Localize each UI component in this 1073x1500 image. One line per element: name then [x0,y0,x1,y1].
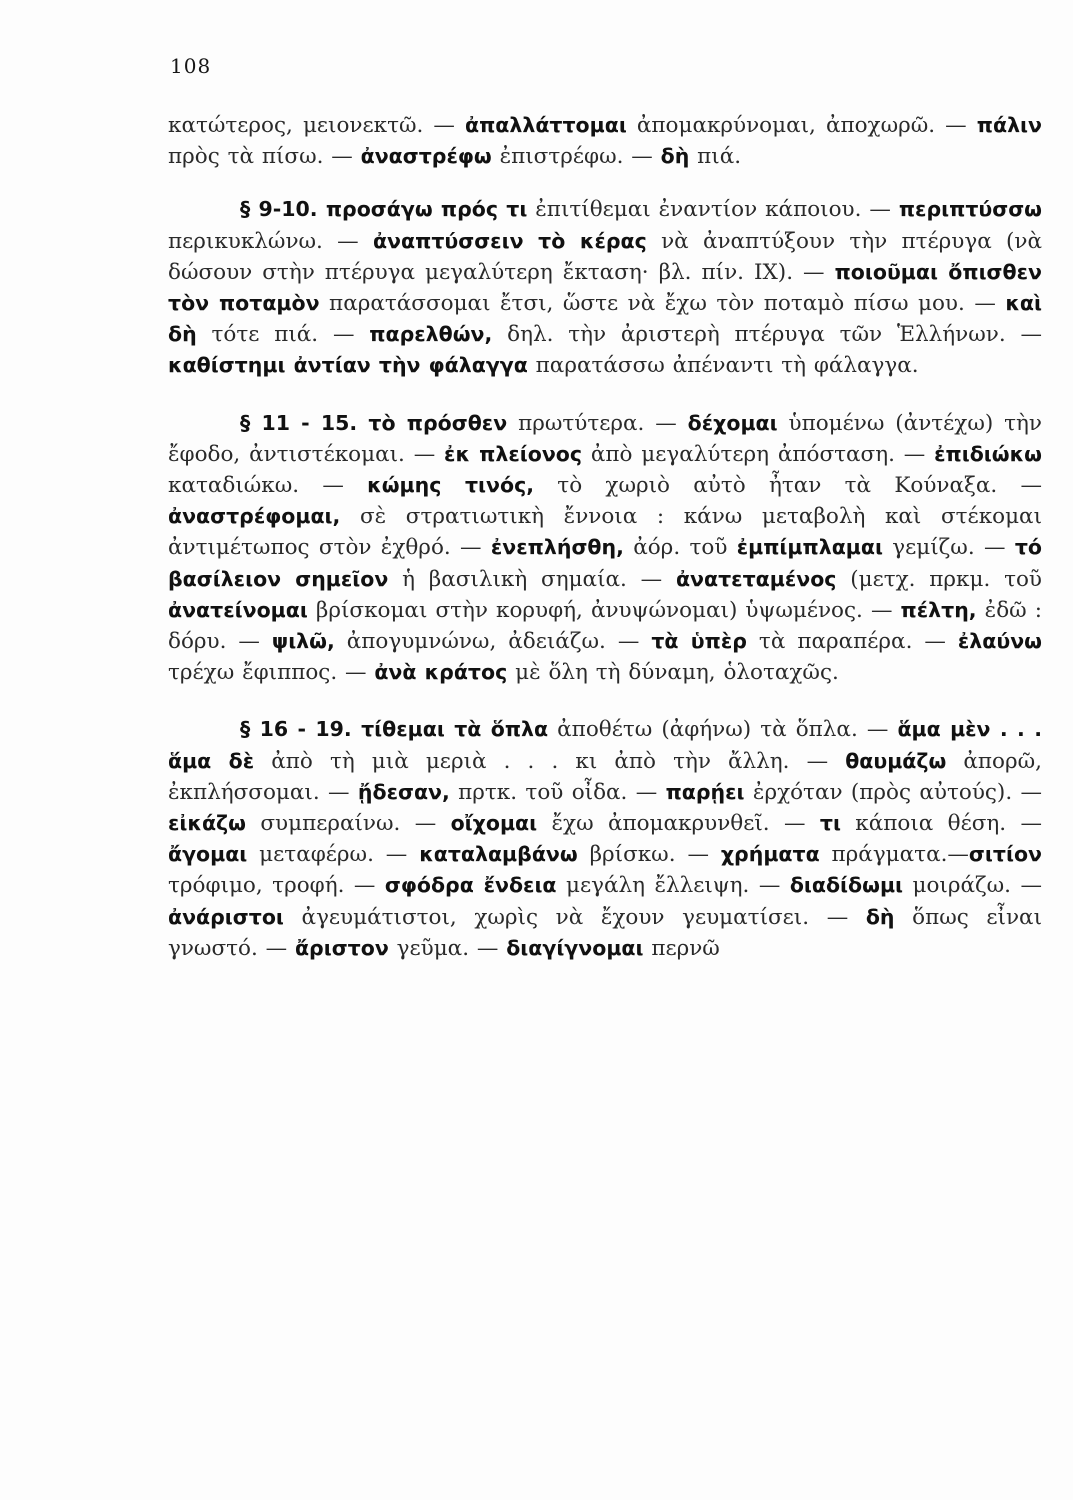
gloss-text: μὲ ὅλη τὴ δύναμη, ὁλοταχῶς. [507,660,839,686]
page-number: 108 [170,54,212,78]
section-headword: § 16 - 19. τίθεμαι τὰ ὅπλα [240,717,549,742]
gloss-text: ἐδῶ : δόρυ. — [168,597,1042,655]
headword: ἄριστον [294,935,389,960]
gloss-text: ἐρχόταν (πρὸς αὐτούς). — [744,779,1043,805]
gloss-text: ἀπὸ μεγαλύτερη ἀπόσταση. — [582,441,935,467]
gloss-text: κάποια θέση. — [840,811,1042,837]
gloss-text: καταδιώκω. — [168,473,368,499]
glossary-text [168,110,1042,964]
gloss-text: μοιράζω. — [903,873,1042,899]
headword: σιτίον [968,842,1042,867]
gloss-text: βρίσκομαι στὴν κορυφή, ἀνυψώνομαι) ὑψωμένος. — [307,597,901,623]
glossary-paragraph-1 [168,110,1042,172]
gloss-text: πρτκ. τοῦ οἶδα. — [449,779,666,805]
headword: πάλιν [976,113,1042,137]
headword: διαγίγνομαι [506,935,644,960]
headword: καταλαμβάνω [419,842,578,867]
headword: ἄγομαι [168,842,248,867]
gloss-text: πιά. [689,144,742,170]
gloss-text: τρέχω ἔφιππος. — [168,660,375,686]
headword: διαδίδωμι [789,873,904,898]
headword: κώμης τινός, [367,473,535,498]
gloss-text: ἀγευμάτιστοι, χωρὶς νὰ ἔχουν γευματίσει. — [283,904,866,930]
headword: εἰκάζω [168,811,246,836]
gloss-text: γεῦμα. — [388,935,507,961]
gloss-text: ἀπορῶ, ἐκπλήσσομαι. — [168,748,1042,805]
gloss-text: σὲ στρατιωτικὴ ἔννοια : κάνω μεταβολὴ καὶ στέκομαι ἀντιμέτωπος στὸν ἐχθρό. — [168,504,1042,561]
headword: τι [819,811,841,836]
glossary-paragraph-9-10 [168,194,1042,381]
headword: ἀνατείνομαι [168,597,308,622]
headword: οἴχομαι [450,811,538,836]
gloss-text: ἀπογυμνώνω, ἀδειάζω. — [334,629,652,655]
headword: ἐλαύνω [957,629,1042,654]
gloss-text: ἔχω ἀπομακρυνθεῖ. — [537,811,820,837]
gloss-text: ἐπιστρέφω. — [491,144,661,170]
gloss-text: ἀπὸ τὴ μιὰ μεριὰ . . . κι ἀπὸ τὴν ἄλλη. — [254,748,846,774]
headword: καθίστημι ἀντίαν τὴν φάλαγγα [168,353,528,378]
gloss-text: παρατάσσομαι ἔτσι, ὥστε νὰ ἔχω τὸν ποταμὸ πίσω μου. — [319,291,1006,317]
gloss-text: ἐπιτίθεμαι ἐναντίον κάποιου. — [527,197,899,223]
gloss-text: ἡ βασιλικὴ σημαία. — [388,566,676,592]
headword: ψιλῶ, [271,629,335,654]
headword: δὴ [660,144,690,169]
gloss-text: τὰ παραπέρα. — [746,629,958,655]
headword: ἀνὰ κράτος [374,660,508,685]
headword: ποιοῦμαι ὄπισθεν τὸν ποταμὸν [168,259,1042,316]
headword: ἀναστρέφω [360,144,492,169]
gloss-text: βρίσκω. — [577,842,721,868]
gloss-text: ἀποθέτω (ἀφήνω) τὰ ὅπλα. — [548,717,898,743]
gloss-text: παρατάσσω ἀπέναντι τὴ φάλαγγα. [527,353,919,379]
gloss-text: νὰ ἀναπτύξουν τὴν πτέρυγα (νὰ δώσουν στὴν πτέρυγα μεγαλύτερη ἔκταση· βλ. πίν. IX). — [168,228,1043,285]
gloss-text: κατώτερος, μειονεκτῶ. — [168,113,465,138]
gloss-text: ἀόρ. τοῦ [623,535,737,561]
headword: ἐκ πλείονος [444,441,583,466]
gloss-text: (μετχ. πρκμ. τοῦ [836,566,1042,592]
gloss-text: ἀπομακρύνομαι, ἀποχωρῶ. — [626,113,977,138]
gloss-text: πρὸς τὰ πίσω. — [168,144,361,170]
gloss-text: γεμίζω. — [882,535,1015,561]
gloss-text: τὸ χωριὸ αὐτὸ ἦταν τὰ Κούναξα. — [534,473,1042,499]
headword: ἀπαλλάττομαι [464,113,627,137]
gloss-text: δηλ. τὴν ἀριστερὴ πτέρυγα τῶν Ἑλλήνων. — [492,322,1042,348]
gloss-text: τότε πιά. — [196,322,370,348]
headword: ἀναπτύσσειν τὸ κέρας [372,228,647,253]
headword: παρῄει [665,779,745,804]
headword: χρήματα [720,842,820,867]
gloss-text: ὑπομένω (ἀντέχω) τὴν ἔφοδο, ἀντιστέκομαι. — [168,410,1042,467]
gloss-text: μεταφέρω. — [247,842,420,868]
headword: περιπτύσσω [898,197,1042,222]
headword: ἐμπίμπλαμαι [736,535,883,560]
headword: παρελθών, [369,322,493,347]
headword: ᾔδεσαν, [357,779,450,804]
glossary-paragraph-11-15 [168,408,1042,689]
gloss-text: συμπεραίνω. — [245,811,451,837]
gloss-text: πράγματα.— [819,842,969,868]
gloss-text: τρόφιμο, τροφή. — [168,873,385,899]
section-headword: § 11 - 15. τὸ πρόσθεν [240,410,508,435]
headword: δὴ [865,904,895,929]
headword: τό βασίλειον σημεῖον [168,535,1042,591]
section-headword: § 9-10. προσάγω πρός τι [240,197,528,222]
headword: δέχομαι [687,410,778,435]
headword: ἀνατεταμένος [675,566,837,591]
gloss-text: μεγάλη ἔλλειψη. — [556,873,790,899]
headword: θαυμάζω [845,748,947,773]
headword: πέλτη, [900,597,977,622]
headword: τὰ ὑπὲρ [651,629,747,654]
glossary-paragraph-16-19 [168,714,1042,964]
gloss-text: περνῶ [643,935,720,961]
gloss-text: ὅπως εἶναι γνωστό. — [168,904,1042,961]
headword: ἐπιδιώκω [934,441,1042,466]
gloss-text: περικυκλώνω. — [168,228,373,254]
headword: ἀνάριστοι [168,904,284,929]
headword: ἀναστρέφομαι, [168,504,341,529]
headword: ἐνεπλήσθη, [490,535,624,560]
headword: ἅμα μὲν . . . ἅμα δὲ [168,717,1043,773]
gloss-text: πρωτύτερα. — [507,410,688,436]
headword: σφόδρα ἔνδεια [384,873,557,898]
headword: καὶ δὴ [168,291,1042,347]
